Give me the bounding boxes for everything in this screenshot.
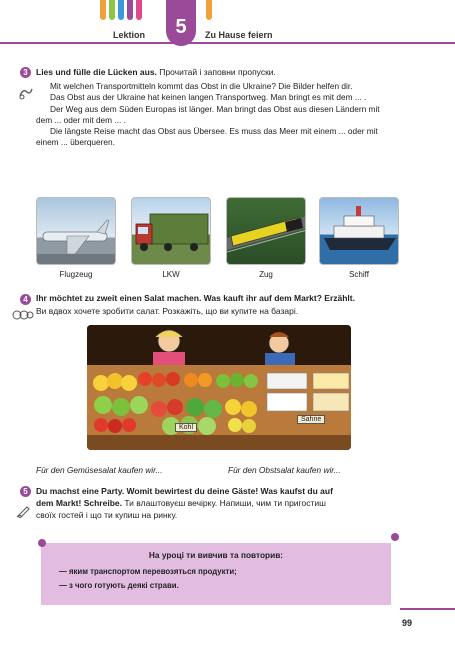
prompt-vegetable-salad: Für den Gemüsesalat kaufen wir... bbox=[36, 465, 163, 475]
tab-orange bbox=[100, 0, 106, 20]
truck-image bbox=[131, 197, 211, 265]
pin-right-icon bbox=[391, 533, 399, 541]
task-3-line: Der Weg aus dem Süden Europas ist länger. Man bringt das Obst aus diesen Ländern mit dem ... oder mit dem ... . bbox=[36, 103, 380, 125]
footer-divider bbox=[400, 608, 455, 610]
tab-pink bbox=[136, 0, 142, 20]
lesson-summary-box bbox=[41, 543, 391, 605]
task-3-line: Das Obst aus der Ukraine hat keinen langen Transportweg. Man bringt es mit dem ... . bbox=[50, 92, 367, 103]
page-number: 99 bbox=[402, 618, 413, 628]
train-image bbox=[226, 197, 306, 265]
tab-blue bbox=[118, 0, 124, 20]
task-3-text bbox=[36, 81, 392, 149]
tab-orange-right bbox=[206, 0, 212, 20]
reading-icon bbox=[18, 86, 34, 103]
sign-sahne: Sahne bbox=[297, 415, 325, 424]
label-lkw: LKW bbox=[162, 270, 180, 279]
task-5-title-ua-2: своїх гостей і що ти купиш на ринку. bbox=[36, 510, 178, 520]
task-4-title: Ihr möchtet zu zweit einen Salat machen. Was kauft ihr auf dem Markt? Erzählt. bbox=[36, 293, 355, 303]
task-3-title-de: Lies und fülle die Lücken aus. bbox=[36, 67, 157, 77]
task-5-title-ua-1: Ти влаштовуєш вечірку. Напиши, чим ти пригостиш bbox=[124, 498, 326, 508]
lesson-label: Lektion bbox=[113, 30, 146, 40]
task-3-line: Mit welchen Transportmitteln kommt das Obst in die Ukraine? Die Bilder helfen dir. bbox=[50, 81, 353, 91]
airplane-image bbox=[36, 197, 116, 265]
lesson-topic: Zu Hause feiern bbox=[205, 30, 273, 40]
tab-purple bbox=[127, 0, 133, 20]
task-4-number: 4 bbox=[20, 294, 31, 305]
label-zug: Zug bbox=[259, 270, 273, 279]
task-5-title-line-2 bbox=[36, 498, 396, 509]
task-5-title-de-2: dem Markt! Schreibe. bbox=[36, 498, 122, 508]
header-divider bbox=[0, 42, 455, 44]
summary-item: — з чого готують деякі страви. bbox=[59, 581, 179, 590]
task-4-subtitle: Ви вдвох хочете зробити салат. Розкажіть, що ви купите на базарі. bbox=[36, 306, 299, 316]
task-5-title-line-1: Du machst eine Party. Womit bewirtest du deine Gäste! Was kaufst du auf bbox=[36, 486, 333, 496]
label-schiff: Schiff bbox=[349, 270, 369, 279]
writing-icon bbox=[16, 504, 32, 521]
pin-left-icon bbox=[38, 539, 46, 547]
task-3-title-ua: Прочитай і заповни пропуски. bbox=[159, 67, 276, 77]
pair-work-icon bbox=[12, 309, 34, 324]
task-3-line: Die längste Reise macht das Obst aus Übersee. Es muss das Meer mit einem ... oder mit einem ... überqueren. bbox=[36, 126, 378, 148]
summary-item: — яким транспортом перевозяться продукти; bbox=[59, 567, 237, 576]
prompt-fruit-salad: Für den Obstsalat kaufen wir... bbox=[228, 465, 341, 475]
label-flugzeug: Flugzeug bbox=[59, 270, 93, 279]
task-5-number: 5 bbox=[20, 486, 31, 497]
tab-green bbox=[109, 0, 115, 20]
market-illustration bbox=[87, 325, 351, 450]
task-3-number: 3 bbox=[20, 67, 31, 78]
task-3-title bbox=[36, 67, 276, 78]
sign-kohl: Kohl bbox=[175, 423, 197, 432]
summary-title: На уроці ти вивчив та повторив: bbox=[148, 550, 284, 560]
ship-image bbox=[319, 197, 399, 265]
lesson-number-badge: 5 bbox=[166, 0, 196, 46]
color-tabs bbox=[98, 0, 218, 22]
